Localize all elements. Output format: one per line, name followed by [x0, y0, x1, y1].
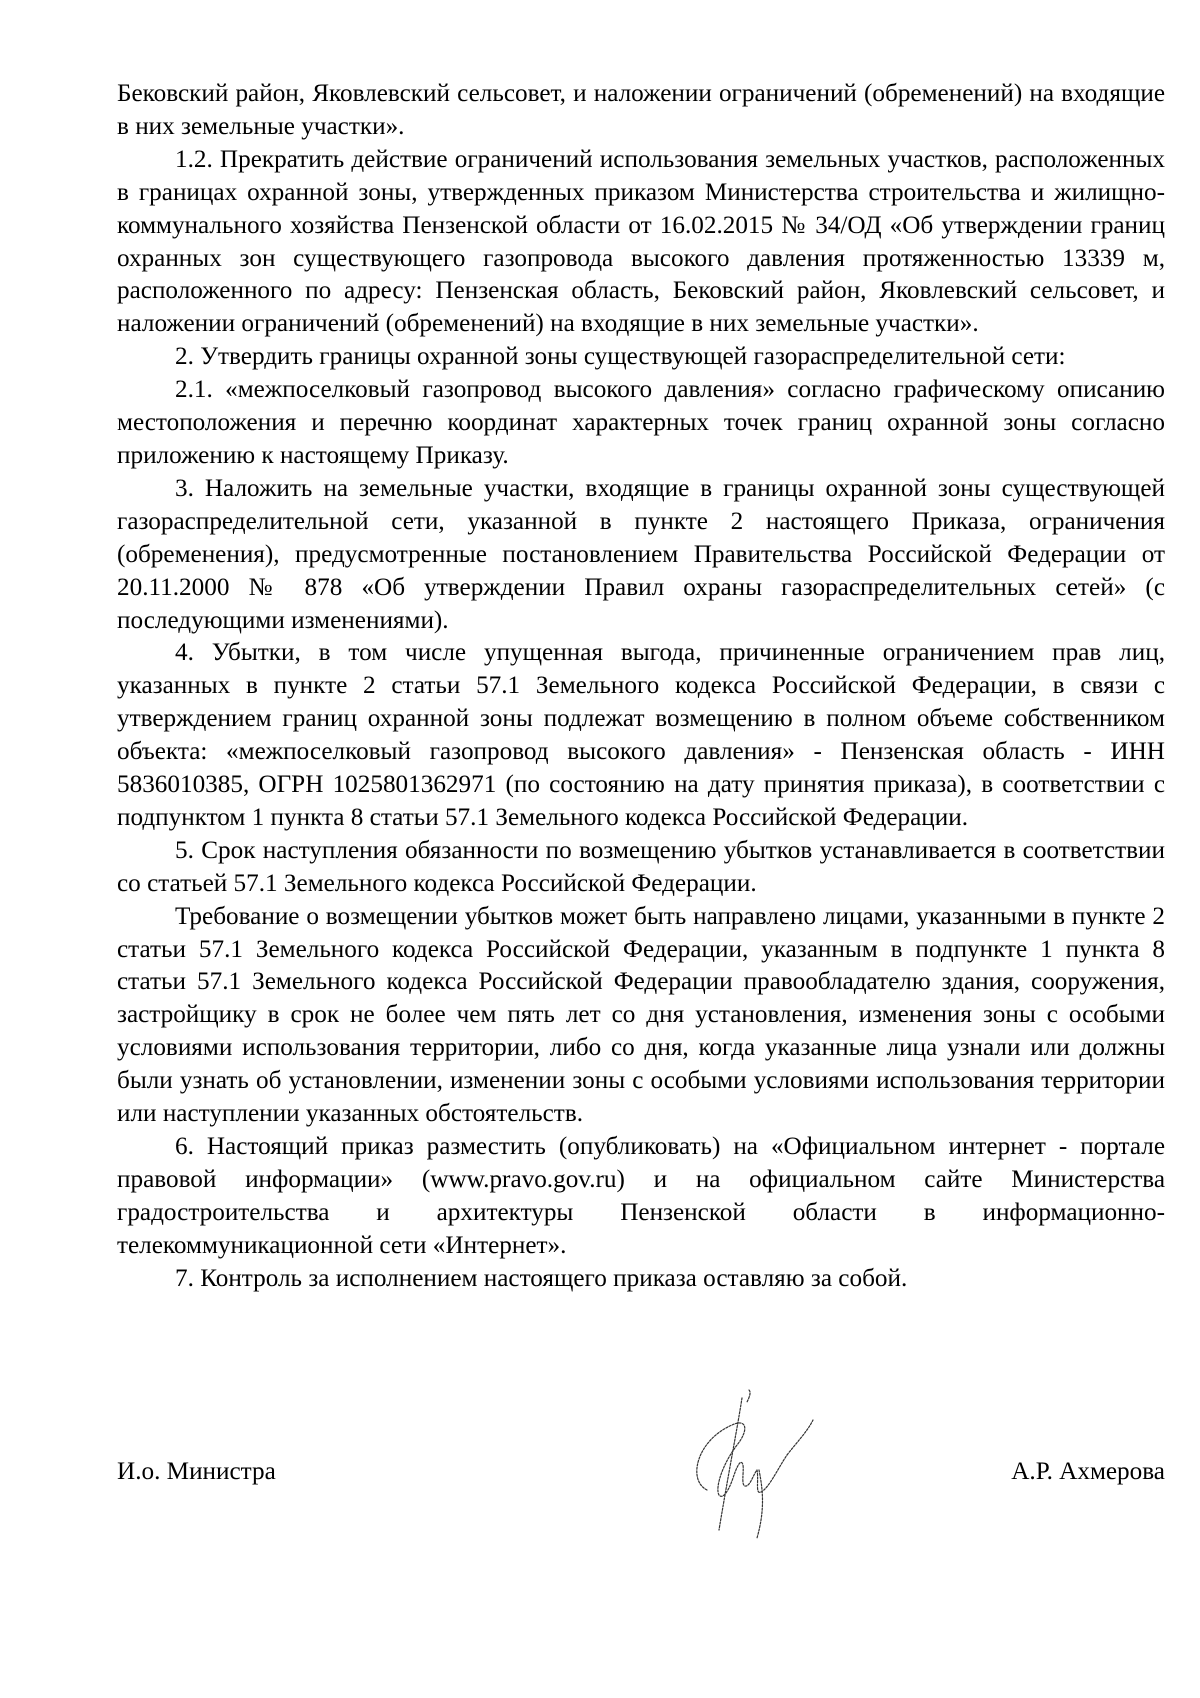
paragraph-1-2: 1.2. Прекратить действие ограничений использования земельных участков, расположенных в границах охранной зоны, утвержденных приказом Министерства строительства и жилищно-коммунального хозяйства Пензенской области от 16.02.2015 № 34/ОД «Об утверждении границ охранных зон существующего газопровода высокого давления протяженностью 13339 м, расположенного по адресу: Пензенская область, Бековский район, Яковлевский сельсовет, и наложении ограничений (обременений) на входящие в них земельные участки». — [117, 145, 1165, 338]
paragraph-1: Бековский район, Яковлевский сельсовет, и наложении ограничений (обременений) на входящие в них земельные участки». — [117, 80, 1165, 140]
paragraph-7: 7. Контроль за исполнением настоящего приказа оставляю за собой. — [175, 1264, 908, 1292]
paragraph-4: 4. Убытки, в том числе упущенная выгода, причиненные ограничением прав лиц, указанных в пункте 2 статьи 57.1 Земельного кодекса Российской Федерации, в связи с утверждением границ охранной зоны подлежат возмещению в полном объеме собственником объекта: «межпоселковый газопровод высокого давления» - Пензенская область - ИНН 5836010385, ОГРН 1025801362971 (по состоянию на дату принятия приказа), в соответствии с подпунктом 1 пункта 8 статьи 57.1 Земельного кодекса Российской Федерации. — [117, 639, 1165, 831]
paragraph-3: 3. Наложить на земельные участки, входящие в границы охранной зоны существующей газораспределительной сети, указанной в пункте 2 настоящего Приказа, ограничения (обременения), предусмотренные постановлением Правительства Российской Федерации от 20.11.2000 № 878 «Об утверждении Правил охраны газораспределительных сетей» (с последующими изменениями). — [117, 474, 1165, 634]
document-body — [117, 78, 1165, 1296]
paragraph-5: 5. Срок наступления обязанности по возмещению убытков устанавливается в соответствии со статьей 57.1 Земельного кодекса Российской Федерации. — [117, 836, 1165, 897]
paragraph-5-requirement: Требование о возмещении убытков может быть направлено лицами, указанными в пункте 2 статьи 57.1 Земельного кодекса Российской Федерации, указанным в подпункте 1 пункта 8 статьи 57.1 Земельного кодекса Российской Федерации правообладателю здания, сооружения, застройщику в срок не более чем пять лет со дня установления, изменения зоны с особыми условиями использования территории, либо со дня, когда указанные лица узнали или должны были узнать об установлении, изменении зоны с особыми условиями использования территории или наступлении указанных обстоятельств. — [117, 902, 1165, 1128]
paragraph-2-1: 2.1. «межпоселковый газопровод высокого давления» согласно графическому описанию местоположения и перечню координат характерных точек границ охранной зоны согласно приложению к настоящему Приказу. — [117, 376, 1165, 469]
signatory-name: А.Р. Ахмерова — [1011, 1458, 1165, 1485]
signatory-role: И.о. Министра — [117, 1458, 276, 1485]
signature-block — [117, 1430, 1165, 1550]
handwritten-signature-icon — [637, 1370, 837, 1550]
paragraph-2: 2. Утвердить границы охранной зоны существующей газораспределительной сети: — [175, 343, 1066, 371]
paragraph-6: 6. Настоящий приказ разместить (опубликовать) на «Официальном интернет - портале правовой информации» (www.pravo.gov.ru) и на официальном сайте Министерства градостроительства и архитектуры Пензенской области в информационно-телекоммуникационной сети «Интернет». — [117, 1133, 1165, 1259]
